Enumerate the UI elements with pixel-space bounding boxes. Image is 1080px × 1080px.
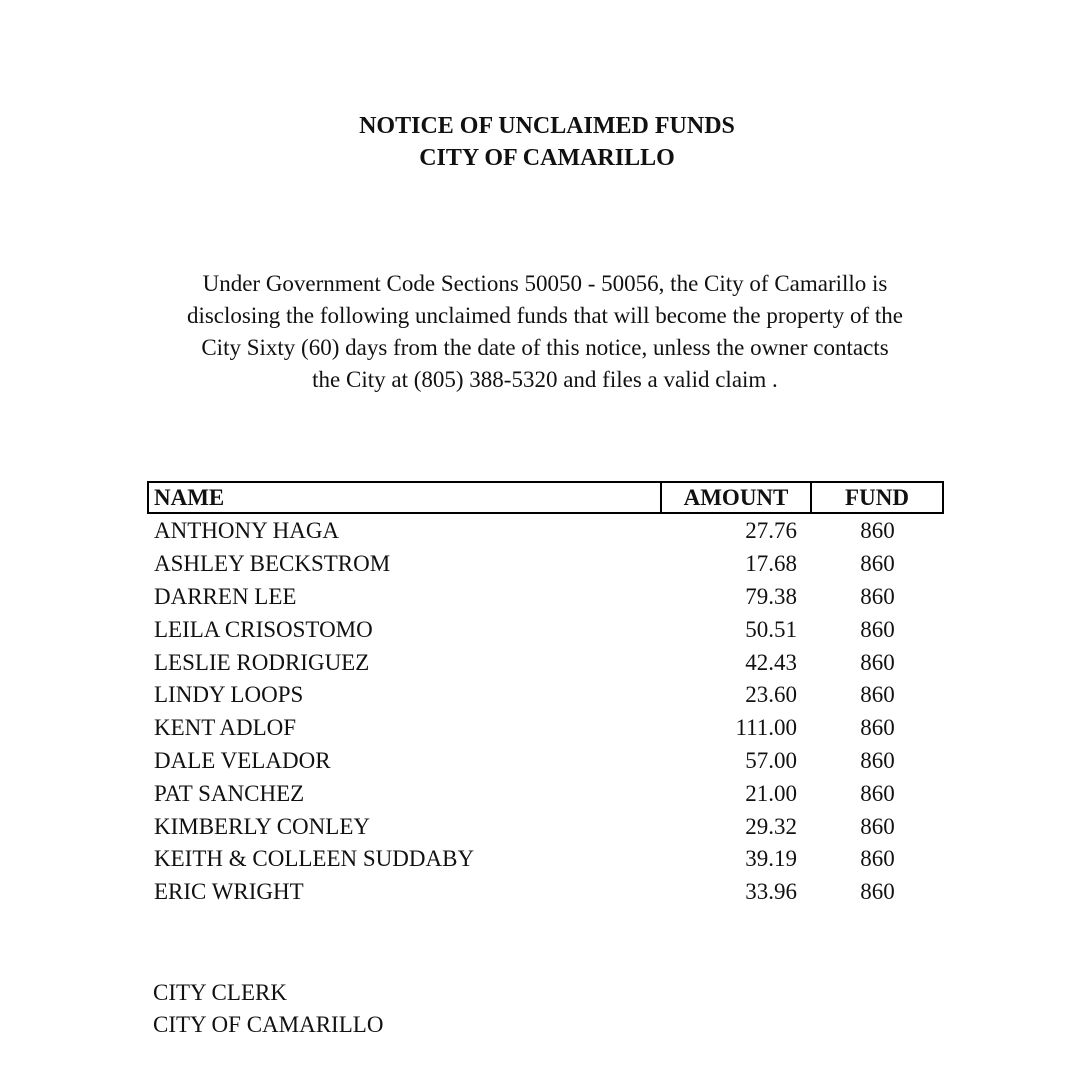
- cell-fund: 860: [860, 879, 895, 905]
- cell-amount: 29.32: [745, 813, 797, 839]
- table-header: [147, 481, 944, 514]
- table-row: [147, 876, 944, 909]
- cell-name: KIMBERLY CONLEY: [154, 813, 370, 839]
- table-row: [147, 548, 944, 581]
- table-row: [147, 777, 944, 810]
- cell-fund: 860: [860, 846, 895, 872]
- cell-name: DALE VELADOR: [154, 747, 331, 773]
- cell-amount: 23.60: [745, 682, 797, 708]
- cell-fund: 860: [860, 583, 895, 609]
- intro-line: City Sixty (60) days from the date of this notice, unless the owner contacts: [201, 335, 889, 360]
- intro-line: disclosing the following unclaimed funds that will become the property of the: [186, 303, 904, 328]
- cell-fund: 860: [860, 780, 895, 806]
- cell-name: KENT ADLOF: [154, 715, 297, 741]
- intro-paragraph: [120, 268, 970, 396]
- cell-amount: 17.68: [745, 551, 797, 577]
- header-fund: FUND: [845, 484, 909, 510]
- cell-name: KEITH & COLLEEN SUDDABY: [154, 846, 475, 872]
- cell-amount: 111.00: [735, 715, 797, 741]
- table-row: [147, 745, 944, 778]
- header-name: NAME: [149, 483, 662, 512]
- cell-fund: 860: [860, 518, 895, 544]
- cell-fund: 860: [860, 649, 895, 675]
- table-row: [147, 646, 944, 679]
- cell-name: LEILA CRISOSTOMO: [154, 616, 373, 642]
- header-amount: AMOUNT: [662, 483, 812, 512]
- cell-name: ERIC WRIGHT: [154, 879, 304, 905]
- cell-name: DARREN LEE: [154, 583, 297, 609]
- signature-title: CITY CLERK: [153, 980, 287, 1005]
- signature-block: [153, 977, 383, 1041]
- cell-amount: 27.76: [745, 518, 797, 544]
- title-line-2: CITY OF CAMARILLO: [419, 145, 675, 171]
- signature-organization: CITY OF CAMARILLO: [153, 1012, 384, 1037]
- cell-name: ASHLEY BECKSTROM: [154, 551, 391, 577]
- title-line-1: NOTICE OF UNCLAIMED FUNDS: [359, 113, 735, 139]
- table-row: [147, 679, 944, 712]
- cell-fund: 860: [860, 747, 895, 773]
- intro-line: Under Government Code Sections 50050 - 50056, the City of Camarillo is: [202, 271, 888, 296]
- cell-fund: 860: [860, 813, 895, 839]
- cell-fund: 860: [860, 715, 895, 741]
- cell-amount: 50.51: [745, 616, 797, 642]
- cell-name: ANTHONY HAGA: [154, 518, 340, 544]
- table-row: [147, 515, 944, 548]
- intro-line: the City at (805) 388-5320 and files a valid claim .: [312, 367, 778, 392]
- cell-amount: 79.38: [745, 583, 797, 609]
- cell-name: LINDY LOOPS: [154, 682, 304, 708]
- notice-title: [0, 110, 1080, 174]
- table-row: [147, 712, 944, 745]
- cell-name: LESLIE RODRIGUEZ: [154, 649, 370, 675]
- cell-fund: 860: [860, 682, 895, 708]
- cell-amount: 42.43: [745, 649, 797, 675]
- cell-fund: 860: [860, 551, 895, 577]
- table-row: [147, 843, 944, 876]
- cell-amount: 33.96: [745, 879, 797, 905]
- cell-name: PAT SANCHEZ: [154, 780, 305, 806]
- table-row: [147, 613, 944, 646]
- table-row: [147, 581, 944, 614]
- cell-fund: 860: [860, 616, 895, 642]
- cell-amount: 39.19: [745, 846, 797, 872]
- table-row: [147, 810, 944, 843]
- cell-amount: 21.00: [745, 780, 797, 806]
- cell-amount: 57.00: [745, 747, 797, 773]
- table-body: [147, 515, 944, 909]
